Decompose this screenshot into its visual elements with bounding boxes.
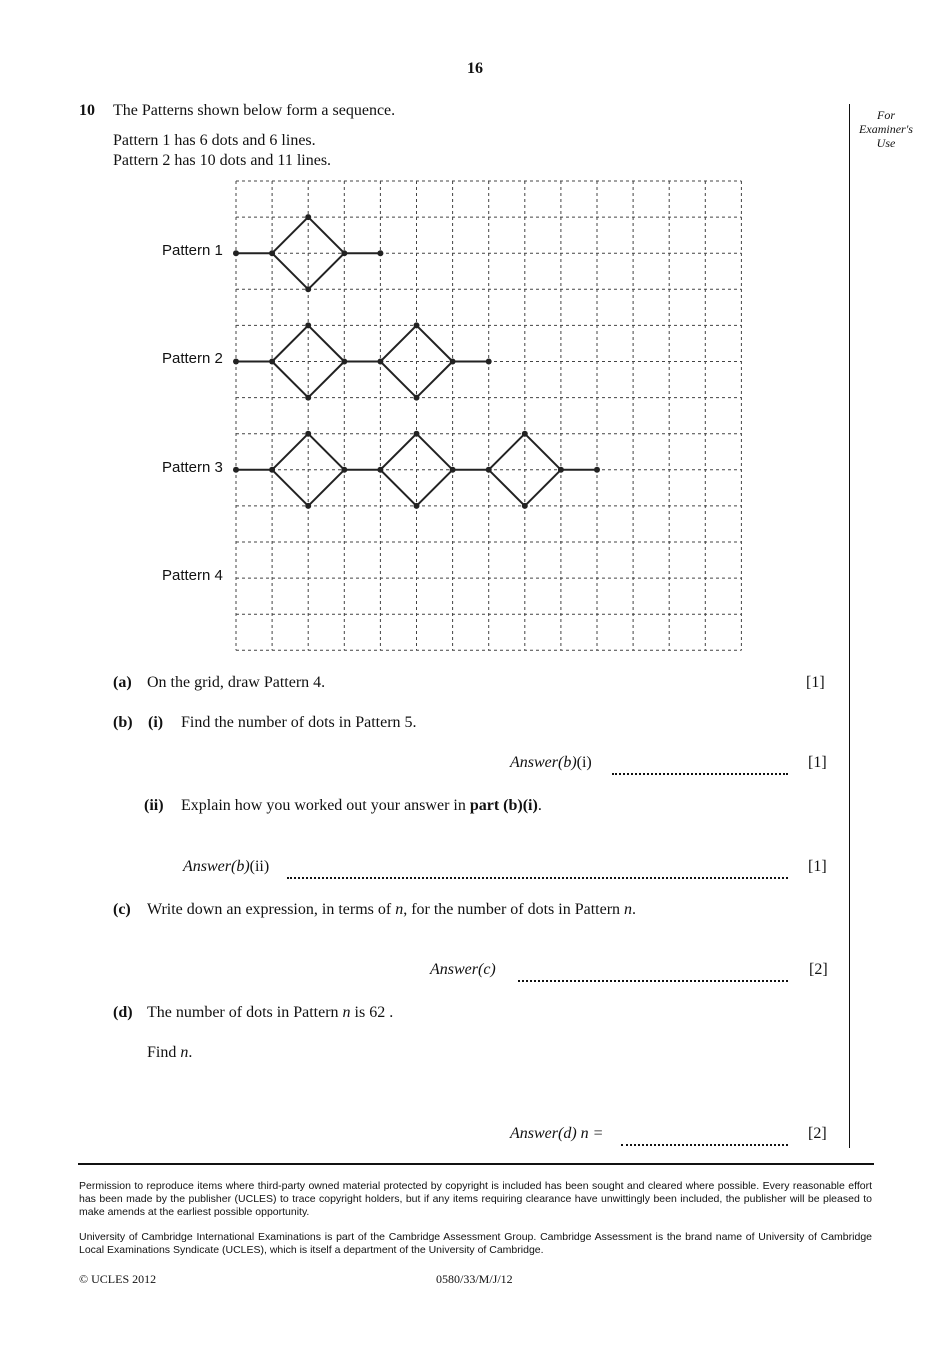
variable-n: n (624, 901, 633, 918)
part-a-text: On the grid, draw Pattern 4. (147, 674, 326, 691)
examiner-note-line: Use (876, 136, 896, 150)
pattern-dot (558, 467, 564, 473)
pattern-2-description: Pattern 2 has 10 dots and 11 lines. (113, 152, 332, 169)
part-d-marks: [2] (808, 1125, 827, 1142)
footer-rule (78, 1163, 874, 1165)
pattern-line (272, 470, 308, 506)
pattern-dot (522, 431, 528, 437)
text-segment-bold: part (b)(i) (469, 797, 538, 814)
answer-label-italic: Answer(b) (510, 754, 577, 771)
pattern-dot (233, 359, 239, 365)
pattern-dot (377, 250, 383, 256)
pattern-dot (305, 431, 311, 437)
text-segment: Explain how you worked out your answer in (181, 797, 470, 814)
answer-label-italic: Answer(b) (183, 858, 250, 875)
pattern-dot (486, 359, 492, 365)
part-b-i-marks: [1] (808, 754, 827, 771)
part-d-label: (d) (113, 1004, 133, 1021)
pattern-dot (486, 467, 492, 473)
text-segment: is 62 . (350, 1004, 394, 1021)
pattern-3-label: Pattern 3 (162, 459, 223, 476)
pattern-line (525, 434, 561, 470)
text-segment: . (632, 901, 637, 918)
dashed-grid (236, 181, 741, 650)
pattern-dot (305, 395, 311, 401)
text-segment: Write down an expression, in terms of (147, 901, 396, 918)
pattern-line (525, 470, 561, 506)
pattern-dot (269, 250, 275, 256)
question-intro: The Patterns shown below form a sequence. (113, 102, 396, 119)
part-c-marks: [2] (809, 961, 828, 978)
pattern-dot (414, 431, 420, 437)
pattern-line (417, 434, 453, 470)
pattern-line (272, 253, 308, 289)
question-number: 10 (79, 102, 95, 119)
pattern-dot (377, 359, 383, 365)
pattern-1-description: Pattern 1 has 6 dots and 6 lines. (113, 132, 316, 149)
pattern-line (308, 253, 344, 289)
part-d-find (147, 1043, 192, 1063)
university-notice: University of Cambridge International Examinations is part of the Cambridge Assessment Group. Cambridge Assessment is the brand name of University of Cambridge Local Examinations Syndicate (UCLES), which is itself a department of the University of Cambridge. (79, 1231, 872, 1256)
pattern-line (272, 217, 308, 253)
pattern-dot (414, 503, 420, 509)
answer-b-ii-label (183, 857, 269, 877)
part-c-text (147, 900, 636, 920)
answer-b-i-line[interactable] (612, 771, 788, 775)
pattern-dot (414, 322, 420, 328)
part-a-marks: [1] (806, 674, 825, 691)
text-segment: The number of dots in Pattern (147, 1004, 343, 1021)
pattern-1-label: Pattern 1 (162, 242, 223, 259)
part-d-text (147, 1003, 393, 1023)
examiner-note-line: For (877, 108, 895, 122)
answer-d-label: Answer(d) n = (510, 1125, 604, 1142)
pattern-dot (377, 467, 383, 473)
part-b-i-text: Find the number of dots in Pattern 5. (181, 714, 417, 731)
pattern-dot (341, 467, 347, 473)
variable-n: n (180, 1044, 189, 1061)
pattern-dot (305, 214, 311, 220)
pattern-line (308, 217, 344, 253)
pattern-line (417, 470, 453, 506)
pattern-dot (305, 503, 311, 509)
pattern-dot (305, 286, 311, 292)
pattern-line (417, 362, 453, 398)
pattern-dot (450, 359, 456, 365)
pattern-dot (305, 322, 311, 328)
pattern-line (417, 325, 453, 361)
part-b-label: (b) (113, 714, 133, 731)
pattern-dot (269, 359, 275, 365)
pattern-line (272, 434, 308, 470)
pattern-dot (450, 467, 456, 473)
text-segment: . (188, 1044, 193, 1061)
pattern-dot (269, 467, 275, 473)
pattern-line (489, 470, 525, 506)
answer-b-i-label (510, 753, 592, 773)
pattern-dot (341, 250, 347, 256)
pattern-line (308, 434, 344, 470)
part-c-label: (c) (113, 901, 131, 918)
pattern-dot (594, 467, 600, 473)
part-b-ii-label: (ii) (144, 797, 164, 814)
answer-d-line[interactable] (621, 1142, 788, 1146)
pattern-2-label: Pattern 2 (162, 350, 223, 367)
paper-code: 0580/33/M/J/12 (436, 1272, 513, 1286)
pattern-dot (522, 503, 528, 509)
pattern-line (380, 325, 416, 361)
answer-label-roman: (ii) (249, 858, 270, 875)
pattern-line (380, 362, 416, 398)
pattern-dot (233, 467, 239, 473)
pattern-line (272, 362, 308, 398)
part-a-label: (a) (113, 674, 132, 691)
text-segment: . (537, 797, 542, 814)
examiner-note-line: Examiner's (859, 122, 913, 136)
pattern-dot (414, 395, 420, 401)
answer-b-ii-line[interactable] (287, 875, 788, 879)
pattern-line (308, 470, 344, 506)
variable-n: n (342, 1004, 351, 1021)
part-b-ii-marks: [1] (808, 858, 827, 875)
text-segment: , for the number of dots in Pattern (403, 901, 625, 918)
text-segment: Find (147, 1044, 181, 1061)
permission-notice: Permission to reproduce items where third-party owned material protected by copyright is included has been sought and cleared where possible. Every reasonable effort has been made by the publisher (UCLES) to trace copyright holders, but if any items requiring clearance have unwittingly been included, the publisher will be pleased to make amends at the earliest possible opportunity. (79, 1180, 872, 1218)
pattern-line (308, 325, 344, 361)
pattern-line (489, 434, 525, 470)
variable-n: n (395, 901, 404, 918)
pattern-line (380, 470, 416, 506)
pattern-dot (233, 250, 239, 256)
pattern-line (272, 325, 308, 361)
part-b-i-label: (i) (148, 714, 164, 731)
pattern-line (308, 362, 344, 398)
pattern-dot (341, 359, 347, 365)
pattern-line (380, 434, 416, 470)
answer-c-line[interactable] (518, 978, 788, 982)
answer-c-label: Answer(c) (430, 961, 496, 978)
pattern-4-label: Pattern 4 (162, 567, 223, 584)
part-b-ii-text (181, 796, 542, 816)
copyright: © UCLES 2012 (79, 1272, 157, 1286)
answer-label-roman: (i) (576, 754, 592, 771)
page-number: 16 (467, 60, 483, 77)
